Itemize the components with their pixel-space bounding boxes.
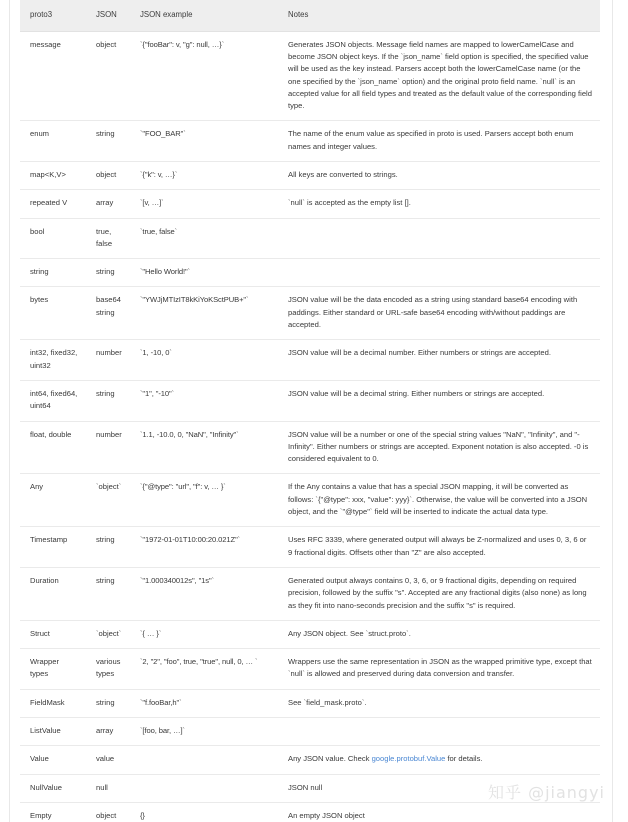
cell-proto3: NullValue bbox=[20, 774, 86, 802]
cell-notes: An empty JSON object bbox=[278, 802, 600, 822]
table-row bbox=[20, 421, 600, 474]
watermark: 知乎 @jiangyi bbox=[488, 783, 605, 802]
cell-proto3: message bbox=[20, 31, 86, 121]
cell-json: object bbox=[86, 802, 130, 822]
cell-json: string bbox=[86, 380, 130, 421]
table-row bbox=[20, 121, 600, 162]
table-row bbox=[20, 527, 600, 568]
notes-link[interactable]: google.protobuf.Value bbox=[371, 754, 446, 764]
table-row bbox=[20, 620, 600, 648]
cell-json: number bbox=[86, 340, 130, 381]
table-row bbox=[20, 718, 600, 746]
cell-json: object bbox=[86, 162, 130, 190]
column-header-json: JSON bbox=[86, 0, 130, 31]
column-header-notes: Notes bbox=[278, 0, 600, 31]
cell-json: base64 string bbox=[86, 287, 130, 340]
table-header bbox=[20, 0, 600, 31]
cell-notes: JSON value will be a number or one of the special string values "NaN", "Infinity", and "-Infinity". Either numbers or strings are accepted. Exponent notation is also accepted. -0 is considered equivalent to 0. bbox=[278, 421, 600, 474]
cell-json-example bbox=[130, 746, 278, 774]
cell-notes: The name of the enum value as specified in proto is used. Parsers accept both enum names and integer values. bbox=[278, 121, 600, 162]
cell-json: string bbox=[86, 567, 130, 620]
cell-proto3: string bbox=[20, 259, 86, 287]
cell-notes: See `field_mask.proto`. bbox=[278, 689, 600, 717]
cell-json-example: `[v, …]` bbox=[130, 190, 278, 218]
proto3-json-mapping-table bbox=[20, 0, 600, 822]
cell-json: string bbox=[86, 689, 130, 717]
cell-proto3: bool bbox=[20, 218, 86, 259]
cell-json: string bbox=[86, 527, 130, 568]
cell-json: number bbox=[86, 421, 130, 474]
notes-text-suffix: for details. bbox=[445, 754, 483, 764]
cell-proto3: int32, fixed32, uint32 bbox=[20, 340, 86, 381]
cell-proto3: ListValue bbox=[20, 718, 86, 746]
table-row bbox=[20, 287, 600, 340]
page-right-rule bbox=[612, 0, 613, 822]
table-row bbox=[20, 774, 600, 802]
notes-text: Any JSON value. Check bbox=[288, 754, 372, 764]
cell-json-example: `"1", "-10"` bbox=[130, 380, 278, 421]
cell-json-example bbox=[130, 774, 278, 802]
proto3-json-table-container bbox=[20, 0, 600, 822]
table-row bbox=[20, 802, 600, 822]
cell-json-example: `1.1, -10.0, 0, "NaN", "Infinity"` bbox=[130, 421, 278, 474]
cell-notes: JSON value will be the data encoded as a string using standard base64 encoding with paddings. Either standard or URL-safe base64 encoding with/without paddings are accepted. bbox=[278, 287, 600, 340]
cell-notes bbox=[278, 218, 600, 259]
cell-json-example: `true, false` bbox=[130, 218, 278, 259]
cell-json-example: `{"@type": "url", "f": v, … }` bbox=[130, 474, 278, 527]
cell-json-example: `{"k": v, …}` bbox=[130, 162, 278, 190]
cell-proto3: repeated V bbox=[20, 190, 86, 218]
table-row bbox=[20, 567, 600, 620]
cell-notes: Wrappers use the same representation in JSON as the wrapped primitive type, except that `null` is allowed and preserved during data conversion and transfer. bbox=[278, 649, 600, 690]
table-header-row bbox=[20, 0, 600, 31]
cell-proto3: Value bbox=[20, 746, 86, 774]
cell-json: object bbox=[86, 31, 130, 121]
cell-json: null bbox=[86, 774, 130, 802]
table-row bbox=[20, 474, 600, 527]
cell-proto3: bytes bbox=[20, 287, 86, 340]
cell-json: value bbox=[86, 746, 130, 774]
cell-notes: Generated output always contains 0, 3, 6, or 9 fractional digits, depending on required precision, followed by the suffix "s". Accepted are any fractional digits (also none) as long as they fit into nano-seconds precision and the suffix "s" is required. bbox=[278, 567, 600, 620]
cell-json-example: `"FOO_BAR"` bbox=[130, 121, 278, 162]
cell-json-example: `1, -10, 0` bbox=[130, 340, 278, 381]
table-row bbox=[20, 649, 600, 690]
cell-notes: JSON value will be a decimal number. Either numbers or strings are accepted. bbox=[278, 340, 600, 381]
cell-proto3: Struct bbox=[20, 620, 86, 648]
table-row bbox=[20, 259, 600, 287]
cell-json: array bbox=[86, 190, 130, 218]
cell-json: various types bbox=[86, 649, 130, 690]
table-row bbox=[20, 380, 600, 421]
column-header-json-example: JSON example bbox=[130, 0, 278, 31]
cell-json-example: `"YWJjMTIzIT8kKiYoKSctPUB+"` bbox=[130, 287, 278, 340]
cell-proto3: Timestamp bbox=[20, 527, 86, 568]
cell-proto3: FieldMask bbox=[20, 689, 86, 717]
cell-notes: JSON value will be a decimal string. Either numbers or strings are accepted. bbox=[278, 380, 600, 421]
cell-json: `object` bbox=[86, 474, 130, 527]
cell-json-example: `"f.fooBar,h"` bbox=[130, 689, 278, 717]
cell-notes bbox=[278, 746, 600, 774]
table-row bbox=[20, 190, 600, 218]
cell-json-example: `{"fooBar": v, "g": null, …}` bbox=[130, 31, 278, 121]
cell-notes: If the Any contains a value that has a special JSON mapping, it will be converted as follows: `{"@type": xxx, "value": yyy}`. Otherwise, the value will be converted into a JSON object, and the `"@type"` field will be inserted to indicate the actual data type. bbox=[278, 474, 600, 527]
cell-json-example: `"1972-01-01T10:00:20.021Z"` bbox=[130, 527, 278, 568]
page-left-rule bbox=[9, 0, 10, 822]
cell-json: string bbox=[86, 259, 130, 287]
cell-proto3: Any bbox=[20, 474, 86, 527]
table-body bbox=[20, 31, 600, 822]
cell-json: `object` bbox=[86, 620, 130, 648]
cell-json-example: `"Hello World!"` bbox=[130, 259, 278, 287]
table-row bbox=[20, 689, 600, 717]
cell-proto3: int64, fixed64, uint64 bbox=[20, 380, 86, 421]
cell-notes: All keys are converted to strings. bbox=[278, 162, 600, 190]
cell-proto3: Duration bbox=[20, 567, 86, 620]
cell-json: true, false bbox=[86, 218, 130, 259]
cell-proto3: float, double bbox=[20, 421, 86, 474]
cell-json-example: `2, "2", "foo", true, "true", null, 0, … ` bbox=[130, 649, 278, 690]
cell-notes bbox=[278, 259, 600, 287]
cell-notes: Any JSON object. See `struct.proto`. bbox=[278, 620, 600, 648]
cell-json-example: `"1.000340012s", "1s"` bbox=[130, 567, 278, 620]
cell-notes: JSON null bbox=[278, 774, 600, 802]
table-row bbox=[20, 162, 600, 190]
cell-notes: Uses RFC 3339, where generated output will always be Z-normalized and uses 0, 3, 6 or 9 fractional digits. Offsets other than "Z" are also accepted. bbox=[278, 527, 600, 568]
cell-json-example: {} bbox=[130, 802, 278, 822]
cell-proto3: enum bbox=[20, 121, 86, 162]
cell-notes: Generates JSON objects. Message field names are mapped to lowerCamelCase and become JSON object keys. If the `json_name` field option is specified, the specified value will be used as the key instead. Parsers accept both the lowerCamelCase name (or the one specified by the `json_name` option) and the original proto field name. `null` is an accepted value for all field types and treated as the default value of the corresponding field type. bbox=[278, 31, 600, 121]
cell-proto3: Wrapper types bbox=[20, 649, 86, 690]
cell-proto3: Empty bbox=[20, 802, 86, 822]
cell-proto3: map<K,V> bbox=[20, 162, 86, 190]
cell-json-example: `{ … }` bbox=[130, 620, 278, 648]
cell-notes bbox=[278, 718, 600, 746]
column-header-proto3: proto3 bbox=[20, 0, 86, 31]
table-row bbox=[20, 746, 600, 774]
cell-json: string bbox=[86, 121, 130, 162]
table-row bbox=[20, 31, 600, 121]
table-row bbox=[20, 218, 600, 259]
cell-notes: `null` is accepted as the empty list []. bbox=[278, 190, 600, 218]
table-row bbox=[20, 340, 600, 381]
cell-json-example: `[foo, bar, …]` bbox=[130, 718, 278, 746]
cell-json: array bbox=[86, 718, 130, 746]
